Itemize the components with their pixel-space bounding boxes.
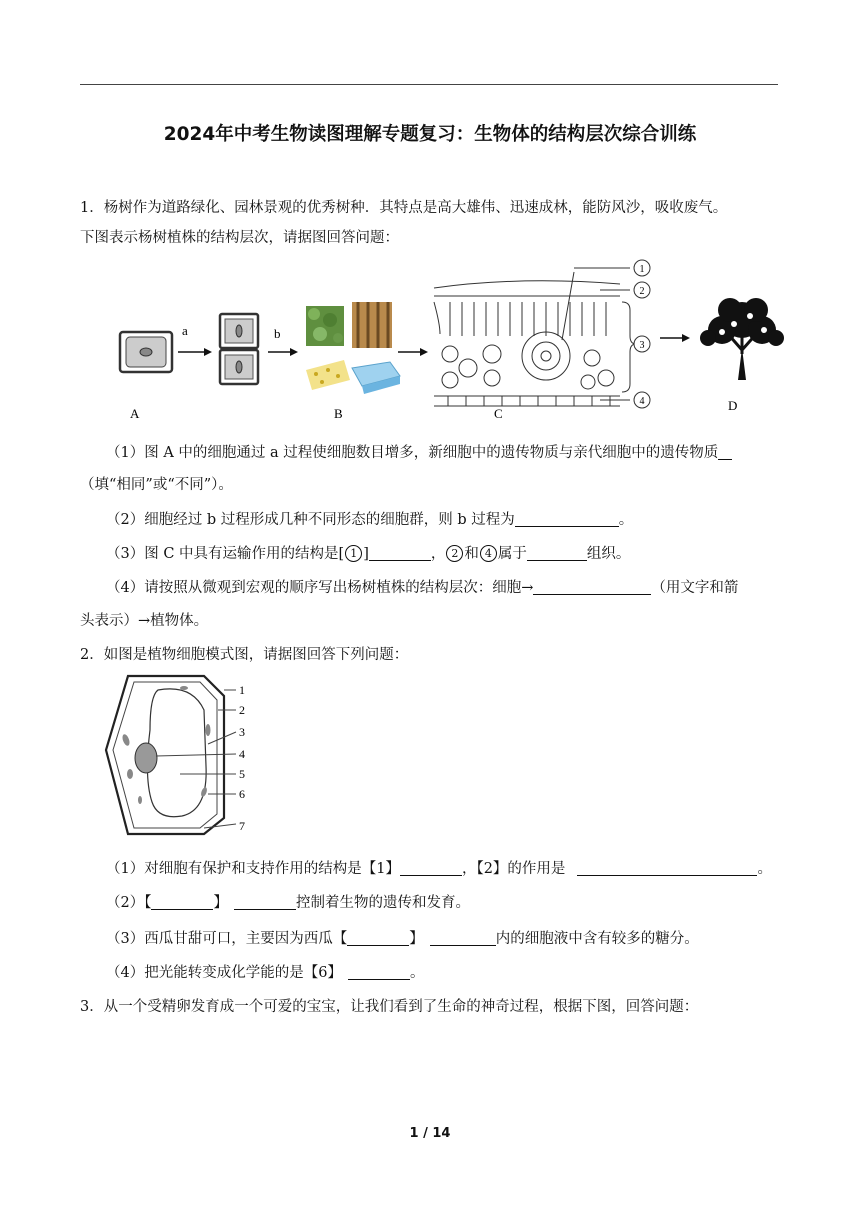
svg-text:4: 4 (239, 747, 245, 761)
q2-sub4: （4）把光能转变成化学能的是【6】 。 (106, 965, 425, 981)
answer-blank[interactable] (369, 545, 431, 561)
figure-divided-cells (220, 314, 258, 384)
answer-blank[interactable] (533, 579, 651, 595)
q1-line1: 1．杨树作为道路绿化、园林景观的优秀树种．其特点是高大雄伟、迅速成林，能防风沙，吸收废气。 (80, 200, 728, 216)
document-title: 2024年中考生物读图理解专题复习：生物体的结构层次综合训练 (163, 124, 697, 145)
answer-blank[interactable] (718, 444, 732, 460)
figure-tissues-b (306, 302, 400, 394)
figure-cell-a (120, 332, 172, 372)
figure-c-numbers (634, 260, 650, 408)
q1-sub1-line2: （填“相同”或“不同”）。 (80, 477, 233, 493)
answer-blank[interactable] (347, 930, 409, 946)
svg-text:5: 5 (239, 767, 245, 781)
svg-text:1: 1 (239, 683, 245, 697)
answer-blank[interactable] (430, 930, 496, 946)
answer-blank[interactable] (515, 511, 619, 527)
answer-blank[interactable] (234, 894, 296, 910)
label-a: a (182, 323, 188, 338)
svg-text:C: C (494, 406, 503, 421)
answer-blank[interactable] (577, 860, 757, 876)
cell-part-labels (239, 683, 245, 833)
figure-leaf-section-c (434, 268, 636, 406)
circled-number: 4 (480, 545, 497, 562)
svg-text:D: D (728, 398, 738, 413)
svg-text:2: 2 (239, 703, 245, 717)
svg-text:3: 3 (639, 340, 645, 351)
svg-text:3: 3 (239, 725, 245, 739)
circled-number: 1 (345, 545, 362, 562)
q1-sub4-line2: 头表示）→植物体。 (80, 613, 209, 629)
q1-sub1-line1: （1）图 A 中的细胞通过 a 过程使细胞数目增多，新细胞中的遗传物质与亲代细胞中的遗传物质 (106, 440, 806, 467)
q3-intro: 3．从一个受精卵发育成一个可爱的宝宝，让我们看到了生命的神奇过程，根据下图，回答问题： (80, 999, 699, 1015)
page-number: 1 / 14 (409, 1126, 451, 1141)
q1-sub4-line1: （4）请按照从微观到宏观的顺序写出杨树植株的结构层次：细胞→ （用文字和箭 (106, 580, 739, 596)
answer-blank[interactable] (527, 545, 587, 561)
q2-intro: 2．如图是植物细胞模式图，请据图回答下列问题： (80, 647, 409, 663)
plant-cell-figure (100, 670, 260, 840)
q2-sub2: （2）【 】 控制着生物的遗传和发育。 (106, 895, 470, 911)
svg-text:1: 1 (639, 264, 645, 275)
circled-number: 2 (446, 545, 463, 562)
answer-blank[interactable] (151, 894, 213, 910)
answer-blank[interactable] (348, 964, 410, 980)
answer-blank[interactable] (400, 860, 462, 876)
svg-text:B: B (334, 406, 343, 421)
q2-sub1: （1）对细胞有保护和支持作用的结构是【1】 ，【2】的作用是 。 (106, 861, 772, 877)
svg-text:7: 7 (239, 819, 245, 833)
header-rule (80, 84, 778, 85)
svg-text:A: A (130, 406, 140, 421)
q1-line2: 下图表示杨树植株的结构层次，请据图回答问题： (80, 230, 399, 246)
q1-structure-figure (100, 258, 800, 423)
svg-text:2: 2 (639, 286, 645, 297)
svg-text:4: 4 (639, 396, 645, 407)
q2-sub3: （3）西瓜甘甜可口，主要因为西瓜【 】 内的细胞液中含有较多的糖分。 (106, 931, 699, 947)
svg-text:6: 6 (239, 787, 245, 801)
q1-sub3: （3）图 C 中具有运输作用的结构是[ 1 ] ， 2 和 4 属于 组织。 (106, 546, 631, 562)
q1-sub2: （2）细胞经过 b 过程形成几种不同形态的细胞群，则 b 过程为 。 (106, 512, 634, 528)
figure-tree-d (700, 298, 784, 380)
label-b: b (274, 326, 281, 341)
